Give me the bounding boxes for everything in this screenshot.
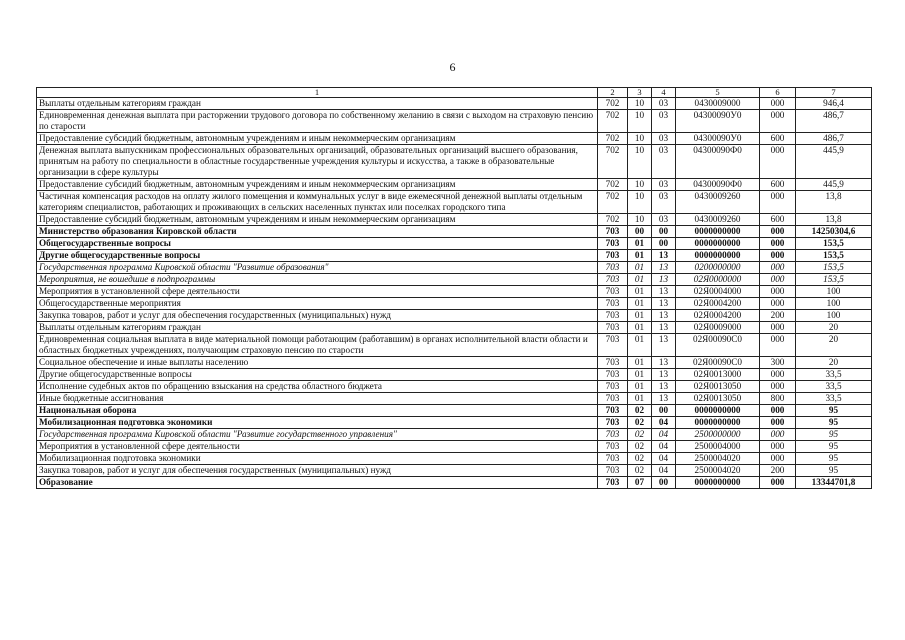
cell-amount: 100 — [796, 298, 872, 310]
cell-code-6: 000 — [760, 298, 796, 310]
cell-code-3: 10 — [628, 133, 652, 145]
cell-code-2: 703 — [598, 298, 628, 310]
cell-amount: 13,8 — [796, 214, 872, 226]
table-row — [37, 110, 872, 133]
header-cell-7: 7 — [796, 88, 872, 98]
table-row — [37, 191, 872, 214]
cell-code-6: 000 — [760, 145, 796, 179]
cell-code-3: 01 — [628, 238, 652, 250]
cell-amount: 153,5 — [796, 250, 872, 262]
cell-name: Общегосударственные мероприятия — [37, 298, 598, 310]
cell-code-5: 2500000000 — [676, 429, 760, 441]
cell-amount: 33,5 — [796, 381, 872, 393]
cell-code-3: 01 — [628, 286, 652, 298]
cell-code-5: 0430009260 — [676, 191, 760, 214]
cell-code-2: 703 — [598, 465, 628, 477]
cell-code-2: 703 — [598, 429, 628, 441]
cell-code-3: 10 — [628, 98, 652, 110]
cell-code-6: 000 — [760, 322, 796, 334]
cell-code-2: 703 — [598, 393, 628, 405]
cell-code-2: 703 — [598, 369, 628, 381]
cell-code-6: 600 — [760, 214, 796, 226]
table-row — [37, 214, 872, 226]
cell-code-6: 000 — [760, 238, 796, 250]
cell-name: Единовременная социальная выплата в виде материальной помощи работающим (работавшим) в органах исполнительной власти области и областных бюджетных учреждениях, получающим страховую пенсию по старости — [37, 334, 598, 357]
cell-code-5: 0000000000 — [676, 238, 760, 250]
cell-code-4: 13 — [652, 393, 676, 405]
cell-name: Общегосударственные вопросы — [37, 238, 598, 250]
cell-code-3: 01 — [628, 357, 652, 369]
cell-code-2: 703 — [598, 286, 628, 298]
cell-amount: 153,5 — [796, 262, 872, 274]
cell-code-3: 01 — [628, 393, 652, 405]
cell-code-4: 13 — [652, 250, 676, 262]
cell-amount: 13,8 — [796, 191, 872, 214]
cell-name: Выплаты отдельным категориям граждан — [37, 98, 598, 110]
cell-code-3: 10 — [628, 191, 652, 214]
cell-code-4: 03 — [652, 191, 676, 214]
cell-code-3: 00 — [628, 226, 652, 238]
cell-code-2: 703 — [598, 441, 628, 453]
cell-code-2: 703 — [598, 262, 628, 274]
cell-code-3: 01 — [628, 298, 652, 310]
cell-code-6: 000 — [760, 226, 796, 238]
table-row — [37, 238, 872, 250]
table-row — [37, 381, 872, 393]
cell-code-2: 702 — [598, 191, 628, 214]
table-row — [37, 441, 872, 453]
cell-code-6: 000 — [760, 98, 796, 110]
cell-code-3: 02 — [628, 453, 652, 465]
cell-name: Другие общегосударственные вопросы — [37, 250, 598, 262]
cell-amount: 20 — [796, 357, 872, 369]
cell-code-5: 04300090У0 — [676, 110, 760, 133]
table-row — [37, 334, 872, 357]
cell-code-4: 00 — [652, 477, 676, 489]
cell-code-4: 03 — [652, 214, 676, 226]
table-row — [37, 429, 872, 441]
cell-name: Мероприятия в установленной сфере деятельности — [37, 286, 598, 298]
cell-name: Государственная программа Кировской области "Развитие государственного управления" — [37, 429, 598, 441]
cell-code-6: 300 — [760, 357, 796, 369]
cell-code-6: 000 — [760, 441, 796, 453]
cell-code-2: 703 — [598, 417, 628, 429]
cell-code-2: 703 — [598, 477, 628, 489]
cell-code-6: 000 — [760, 286, 796, 298]
cell-code-6: 200 — [760, 310, 796, 322]
cell-name: Закупка товаров, работ и услуг для обеспечения государственных (муниципальных) нужд — [37, 310, 598, 322]
cell-code-2: 703 — [598, 334, 628, 357]
cell-name: Социальное обеспечение и иные выплаты населению — [37, 357, 598, 369]
table-header-row — [37, 88, 872, 98]
header-cell-2: 2 — [598, 88, 628, 98]
cell-code-2: 703 — [598, 238, 628, 250]
cell-code-4: 13 — [652, 381, 676, 393]
cell-code-5: 0430009000 — [676, 98, 760, 110]
cell-code-4: 13 — [652, 262, 676, 274]
cell-code-3: 01 — [628, 274, 652, 286]
cell-amount: 95 — [796, 441, 872, 453]
cell-code-5: 0000000000 — [676, 226, 760, 238]
table-row — [37, 453, 872, 465]
cell-code-5: 02Я00090С0 — [676, 357, 760, 369]
cell-code-5: 04300090Ф0 — [676, 145, 760, 179]
cell-name: Денежная выплата выпускникам профессиональных образовательных организаций, образовательных организаций высшего образования, принятым на работу по специальности в областные государственные учреждения культуры и искусства, а также в образовательные организации в сфере культуры — [37, 145, 598, 179]
cell-code-2: 703 — [598, 381, 628, 393]
table-row — [37, 226, 872, 238]
cell-amount: 153,5 — [796, 274, 872, 286]
cell-code-4: 00 — [652, 238, 676, 250]
table-row — [37, 405, 872, 417]
table-row — [37, 179, 872, 191]
cell-code-6: 000 — [760, 250, 796, 262]
table-row — [37, 286, 872, 298]
cell-code-4: 04 — [652, 453, 676, 465]
cell-amount: 100 — [796, 286, 872, 298]
cell-code-2: 702 — [598, 179, 628, 191]
table-row — [37, 274, 872, 286]
cell-code-5: 02Я0004000 — [676, 286, 760, 298]
cell-code-2: 702 — [598, 145, 628, 179]
cell-code-6: 000 — [760, 110, 796, 133]
cell-amount: 445,9 — [796, 179, 872, 191]
cell-name: Мобилизационная подготовка экономики — [37, 417, 598, 429]
cell-amount: 14250304,6 — [796, 226, 872, 238]
cell-code-6: 600 — [760, 179, 796, 191]
cell-code-4: 13 — [652, 357, 676, 369]
table-row — [37, 477, 872, 489]
table-row — [37, 393, 872, 405]
cell-code-5: 0430009260 — [676, 214, 760, 226]
cell-code-4: 13 — [652, 310, 676, 322]
cell-amount: 95 — [796, 417, 872, 429]
cell-amount: 486,7 — [796, 133, 872, 145]
cell-amount: 95 — [796, 453, 872, 465]
cell-code-5: 02Я0004200 — [676, 310, 760, 322]
cell-name: Государственная программа Кировской области "Развитие образования" — [37, 262, 598, 274]
cell-name: Национальная оборона — [37, 405, 598, 417]
cell-code-5: 04300090У0 — [676, 133, 760, 145]
cell-name: Предоставление субсидий бюджетным, автономным учреждениям и иным некоммерческим организациям — [37, 179, 598, 191]
cell-code-5: 02Я0009000 — [676, 322, 760, 334]
cell-name: Мобилизационная подготовка экономики — [37, 453, 598, 465]
cell-code-6: 000 — [760, 191, 796, 214]
table-row — [37, 250, 872, 262]
cell-code-4: 13 — [652, 369, 676, 381]
cell-code-5: 0000000000 — [676, 405, 760, 417]
table-row — [37, 98, 872, 110]
cell-code-3: 07 — [628, 477, 652, 489]
cell-code-3: 10 — [628, 214, 652, 226]
cell-code-6: 000 — [760, 477, 796, 489]
cell-code-3: 02 — [628, 405, 652, 417]
header-cell-6: 6 — [760, 88, 796, 98]
cell-amount: 95 — [796, 429, 872, 441]
cell-code-6: 200 — [760, 465, 796, 477]
table-row — [37, 357, 872, 369]
cell-code-3: 02 — [628, 429, 652, 441]
cell-amount: 100 — [796, 310, 872, 322]
budget-table-body — [37, 88, 872, 489]
cell-code-2: 702 — [598, 214, 628, 226]
cell-code-6: 000 — [760, 381, 796, 393]
cell-code-4: 13 — [652, 298, 676, 310]
cell-code-5: 02Я0013050 — [676, 381, 760, 393]
cell-amount: 20 — [796, 334, 872, 357]
budget-table — [36, 87, 872, 489]
cell-code-4: 00 — [652, 226, 676, 238]
cell-name: Мероприятия в установленной сфере деятельности — [37, 441, 598, 453]
cell-name: Исполнение судебных актов по обращению взыскания на средства областного бюджета — [37, 381, 598, 393]
cell-amount: 95 — [796, 405, 872, 417]
cell-code-4: 04 — [652, 417, 676, 429]
table-row — [37, 417, 872, 429]
table-row — [37, 145, 872, 179]
cell-code-5: 02Я0013000 — [676, 369, 760, 381]
cell-code-3: 01 — [628, 262, 652, 274]
cell-code-5: 0200000000 — [676, 262, 760, 274]
cell-code-6: 000 — [760, 262, 796, 274]
cell-code-3: 02 — [628, 417, 652, 429]
table-row — [37, 262, 872, 274]
cell-name: Иные бюджетные ассигнования — [37, 393, 598, 405]
cell-amount: 486,7 — [796, 110, 872, 133]
cell-code-5: 0000000000 — [676, 477, 760, 489]
cell-code-6: 000 — [760, 334, 796, 357]
cell-code-5: 02Я0000000 — [676, 274, 760, 286]
cell-code-2: 702 — [598, 98, 628, 110]
cell-name: Другие общегосударственные вопросы — [37, 369, 598, 381]
cell-code-3: 10 — [628, 179, 652, 191]
table-row — [37, 133, 872, 145]
cell-code-5: 2500004020 — [676, 453, 760, 465]
cell-code-5: 02Я00090С0 — [676, 334, 760, 357]
header-cell-name: 1 — [37, 88, 598, 98]
cell-code-3: 01 — [628, 310, 652, 322]
cell-code-2: 703 — [598, 322, 628, 334]
cell-code-2: 703 — [598, 453, 628, 465]
cell-code-6: 000 — [760, 405, 796, 417]
cell-code-4: 04 — [652, 465, 676, 477]
cell-amount: 13344701,8 — [796, 477, 872, 489]
cell-code-2: 703 — [598, 310, 628, 322]
cell-code-5: 04300090Ф0 — [676, 179, 760, 191]
cell-code-4: 03 — [652, 133, 676, 145]
cell-code-5: 0000000000 — [676, 417, 760, 429]
cell-code-4: 13 — [652, 322, 676, 334]
cell-code-2: 703 — [598, 250, 628, 262]
cell-code-6: 600 — [760, 133, 796, 145]
cell-name: Предоставление субсидий бюджетным, автономным учреждениям и иным некоммерческим организациям — [37, 133, 598, 145]
cell-code-3: 01 — [628, 334, 652, 357]
cell-code-3: 10 — [628, 145, 652, 179]
table-row — [37, 465, 872, 477]
cell-code-4: 03 — [652, 145, 676, 179]
cell-amount: 153,5 — [796, 238, 872, 250]
cell-code-6: 000 — [760, 369, 796, 381]
cell-name: Частичная компенсация расходов на оплату жилого помещения и коммунальных услуг в виде ежемесячной денежной выплаты отдельным категориям специалистов, работающих и проживающих в сельских населенных пунктах или поселках городского типа — [37, 191, 598, 214]
cell-code-5: 2500004000 — [676, 441, 760, 453]
table-row — [37, 298, 872, 310]
cell-code-4: 03 — [652, 179, 676, 191]
cell-name: Единовременная денежная выплата при расторжении трудового договора по собственному желанию в связи с выходом на страховую пенсию по старости — [37, 110, 598, 133]
cell-code-3: 01 — [628, 250, 652, 262]
cell-code-4: 03 — [652, 110, 676, 133]
cell-code-2: 702 — [598, 110, 628, 133]
cell-code-3: 01 — [628, 381, 652, 393]
cell-code-3: 01 — [628, 322, 652, 334]
cell-code-2: 703 — [598, 405, 628, 417]
cell-amount: 33,5 — [796, 393, 872, 405]
cell-code-5: 2500004020 — [676, 465, 760, 477]
table-row — [37, 310, 872, 322]
cell-code-2: 703 — [598, 226, 628, 238]
cell-name: Образование — [37, 477, 598, 489]
cell-code-5: 02Я0013050 — [676, 393, 760, 405]
cell-code-6: 000 — [760, 417, 796, 429]
cell-code-2: 703 — [598, 357, 628, 369]
header-cell-5: 5 — [676, 88, 760, 98]
table-row — [37, 322, 872, 334]
cell-code-4: 03 — [652, 98, 676, 110]
cell-code-4: 13 — [652, 334, 676, 357]
cell-code-2: 703 — [598, 274, 628, 286]
cell-name: Предоставление субсидий бюджетным, автономным учреждениям и иным некоммерческим организациям — [37, 214, 598, 226]
cell-name: Министерство образования Кировской области — [37, 226, 598, 238]
cell-code-4: 04 — [652, 441, 676, 453]
cell-code-4: 13 — [652, 274, 676, 286]
cell-code-5: 0000000000 — [676, 250, 760, 262]
cell-name: Выплаты отдельным категориям граждан — [37, 322, 598, 334]
header-cell-3: 3 — [628, 88, 652, 98]
cell-name: Закупка товаров, работ и услуг для обеспечения государственных (муниципальных) нужд — [37, 465, 598, 477]
cell-code-4: 00 — [652, 405, 676, 417]
cell-code-3: 10 — [628, 110, 652, 133]
table-row — [37, 369, 872, 381]
cell-amount: 445,9 — [796, 145, 872, 179]
cell-code-3: 01 — [628, 369, 652, 381]
cell-code-5: 02Я0004200 — [676, 298, 760, 310]
cell-code-4: 04 — [652, 429, 676, 441]
cell-code-4: 13 — [652, 286, 676, 298]
cell-code-2: 702 — [598, 133, 628, 145]
cell-amount: 33,5 — [796, 369, 872, 381]
cell-amount: 20 — [796, 322, 872, 334]
cell-amount: 95 — [796, 465, 872, 477]
cell-code-3: 02 — [628, 465, 652, 477]
header-cell-4: 4 — [652, 88, 676, 98]
cell-code-6: 000 — [760, 453, 796, 465]
cell-code-6: 800 — [760, 393, 796, 405]
cell-amount: 946,4 — [796, 98, 872, 110]
page-number: 6 — [449, 60, 456, 74]
cell-code-3: 02 — [628, 441, 652, 453]
cell-name: Мероприятия, не вошедшие в подпрограммы — [37, 274, 598, 286]
cell-code-6: 000 — [760, 274, 796, 286]
cell-code-6: 000 — [760, 429, 796, 441]
